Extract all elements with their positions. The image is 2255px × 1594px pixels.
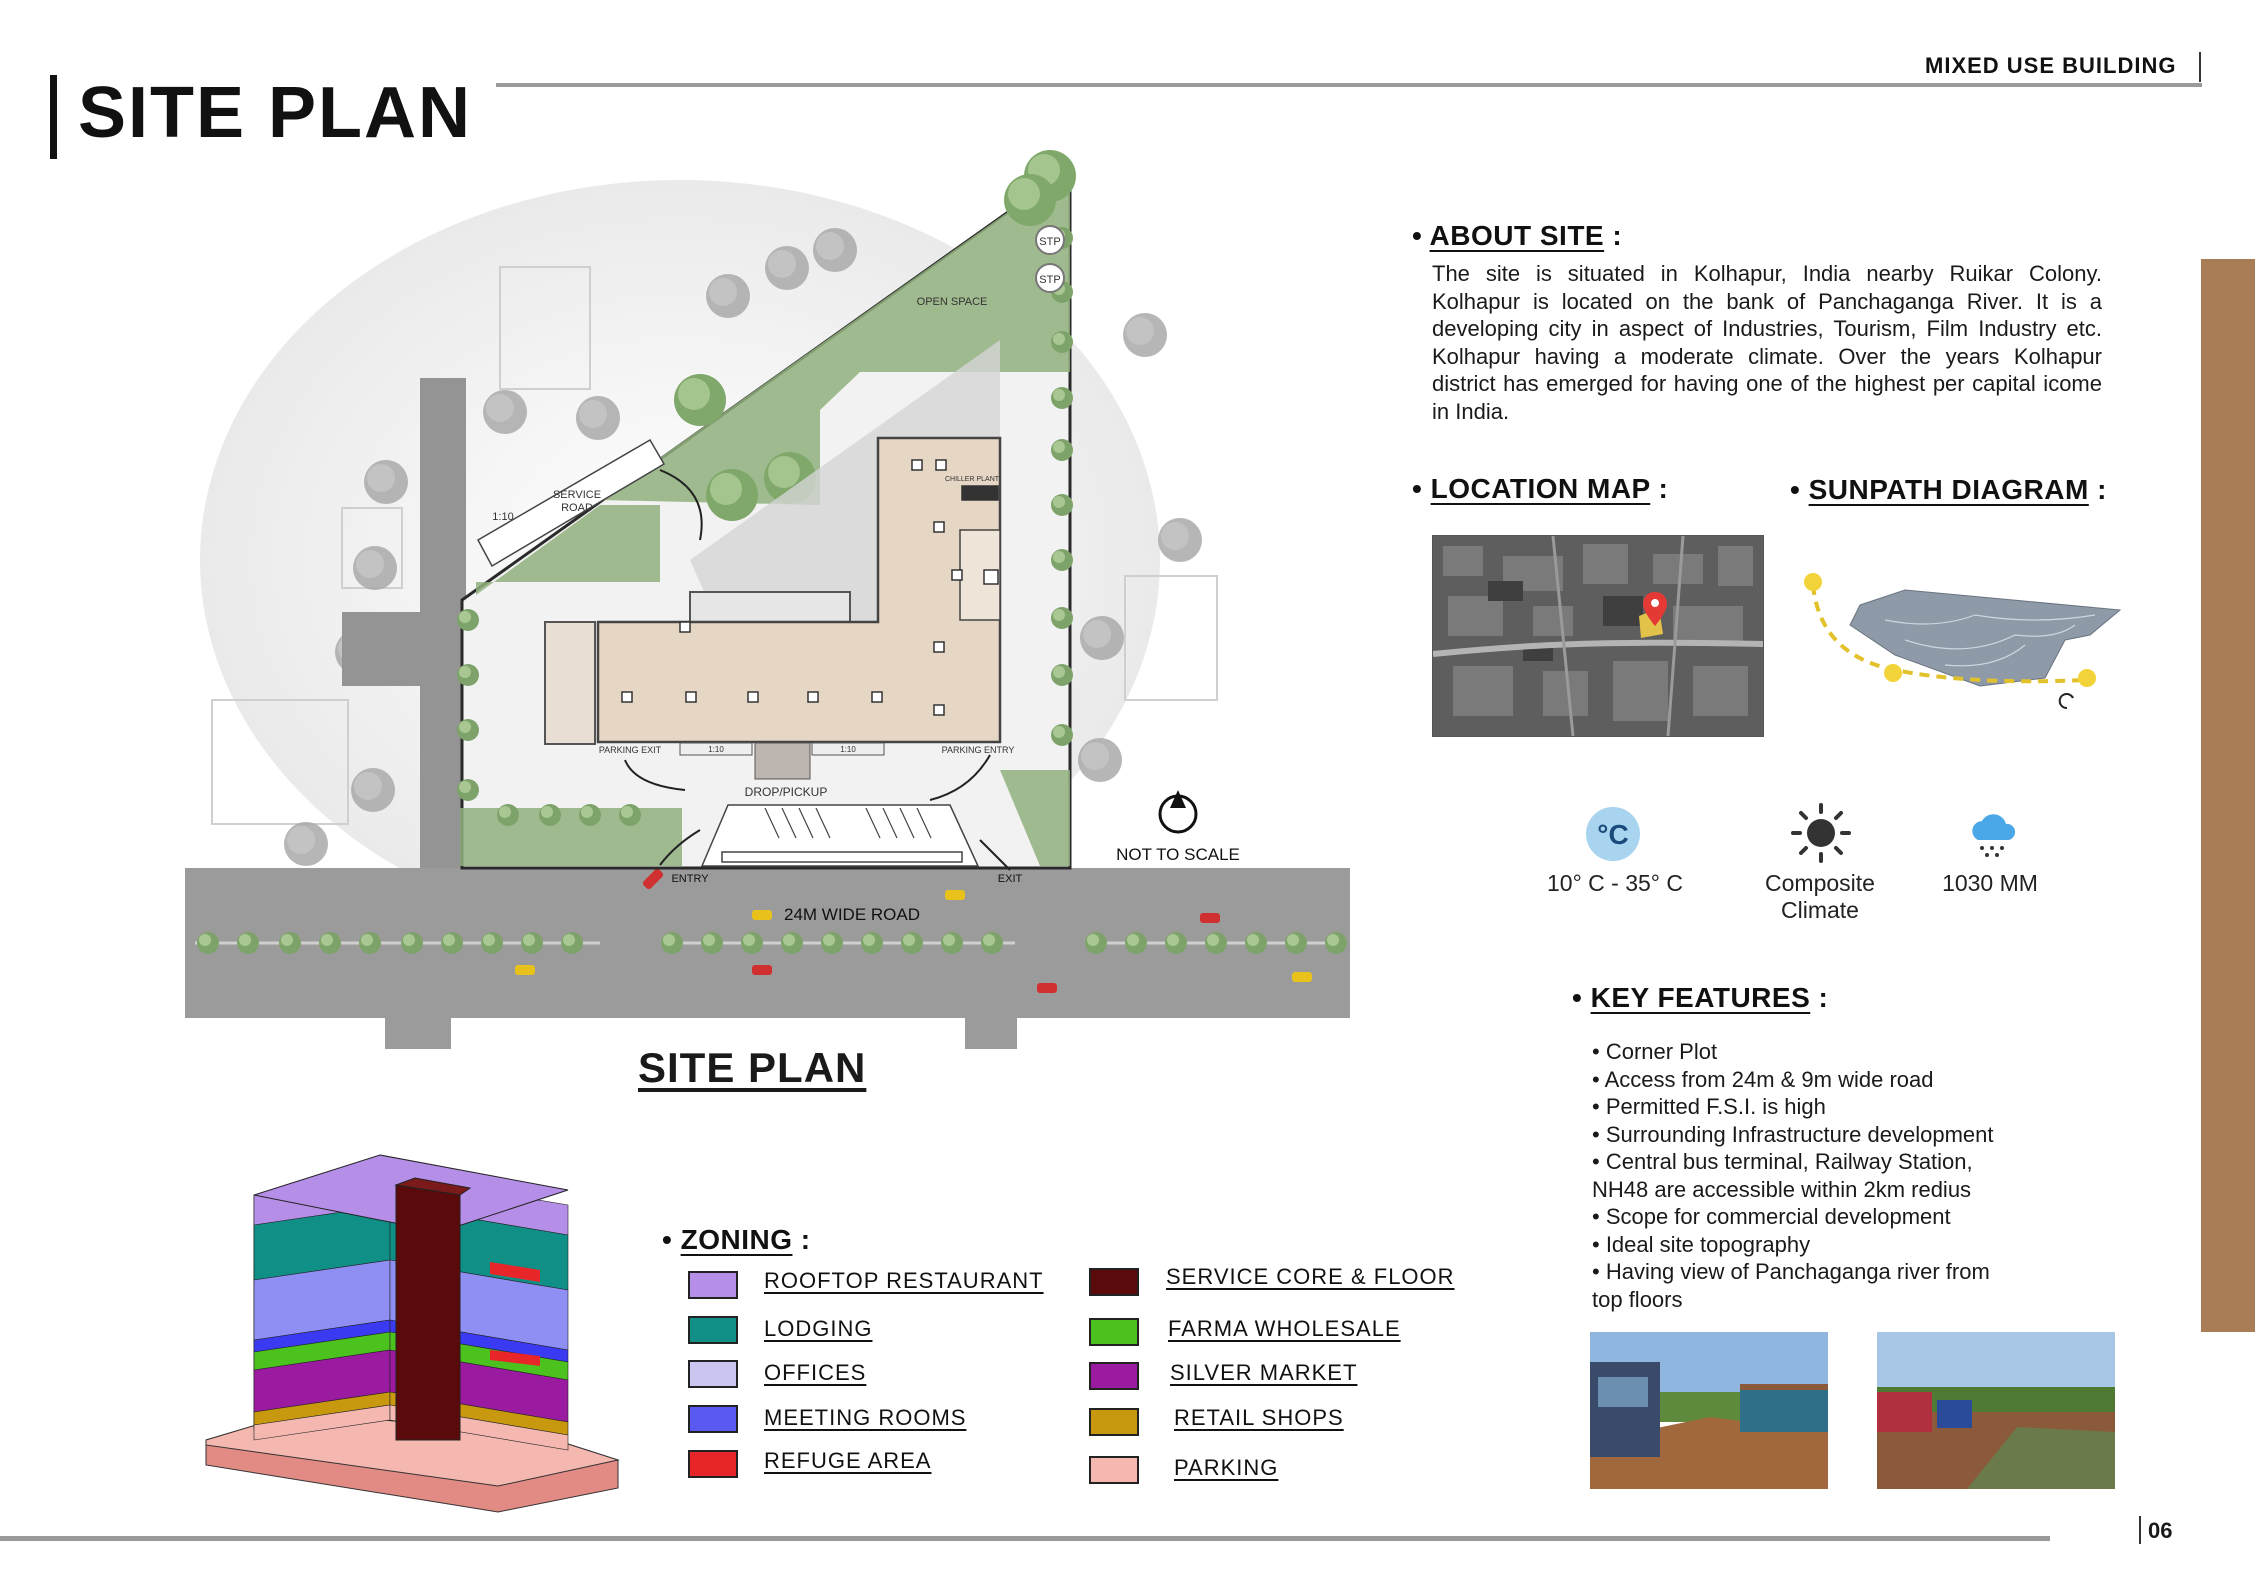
climate-type (1740, 870, 1900, 924)
service-road-label: SERVICE (552, 489, 602, 501)
zone-label: RETAIL SHOPS (1174, 1405, 1344, 1430)
zone-swatch-service-core (1089, 1268, 1139, 1296)
svg-text:°C: °C (1597, 819, 1629, 850)
title-accent-bar (50, 75, 57, 159)
zone-label: OFFICES (764, 1360, 867, 1385)
page-title: SITE PLAN (78, 73, 473, 153)
zone-swatch-rooftop-restaurant (688, 1271, 738, 1299)
climate-type-line: Climate (1781, 897, 1859, 923)
climate-type-line: Composite (1765, 870, 1875, 896)
zoning-heading: • ZONING : (662, 1224, 811, 1255)
chiller-label: CHILLER PLANT (944, 476, 1000, 483)
rain-cloud-icon (1966, 808, 2020, 862)
parking-exit-label: PARKING EXIT (598, 745, 662, 755)
zone-swatch-meeting-rooms (688, 1405, 738, 1433)
zone-label: SILVER MARKET (1170, 1360, 1358, 1385)
zone-swatch-farma-wholesale (1089, 1318, 1139, 1346)
location-map-heading: • LOCATION MAP : (1412, 473, 1669, 504)
zone-label: SERVICE CORE & FLOOR (1166, 1264, 1455, 1289)
zone-swatch-silver-market (1089, 1362, 1139, 1390)
key-features-heading: • KEY FEATURES : (1572, 982, 1829, 1013)
feature-item: NH48 are accessible within 2km redius (1592, 1176, 1972, 1202)
page-number: 06 (2148, 1518, 2173, 1543)
zoning-diagram (200, 1150, 630, 1520)
feature-item: • Scope for commercial development (1592, 1204, 1951, 1229)
exit-label: EXIT (997, 873, 1023, 885)
zone-swatch-retail-shops (1089, 1408, 1139, 1436)
thermometer-celsius-icon (1585, 806, 1641, 862)
feature-item: • Surrounding Infrastructure development (1592, 1121, 1994, 1147)
service-road-label: ROAD (561, 502, 593, 514)
feature-item: top floors (1592, 1286, 1683, 1312)
stp-label: STP (1039, 274, 1061, 286)
zone-label: REFUGE AREA (764, 1448, 932, 1473)
parking-entry-label: PARKING ENTRY (941, 745, 1015, 755)
drop-pickup-label: DROP/PICKUP (744, 785, 828, 799)
page-number-divider (2139, 1516, 2141, 1544)
about-site-text: The site is situated in Kolhapur, India nearby Ruikar Colony. Kolhapur is located on the bank of Panchaganga River. It is a developing city in aspect of Industries, Tourism, Film Industry etc. Kolhapur having a moderate climate. Over the years Kolhapur district has emerged for having one of the highest per capital icome in India. (1432, 261, 2102, 424)
zone-label: ROOFTOP RESTAURANT (764, 1268, 1044, 1293)
document-label: MIXED USE BUILDING (1925, 53, 2177, 78)
feature-item: • Permitted F.S.I. is high (1592, 1094, 1826, 1119)
sunpath-heading: • SUNPATH DIAGRAM : (1790, 474, 2107, 505)
side-tab (2201, 259, 2255, 1332)
rainfall-value: 1030 MM (1942, 870, 2038, 896)
zone-label: PARKING (1174, 1455, 1279, 1480)
site-plan-drawing (180, 140, 1360, 1060)
stp-label: STP (1039, 236, 1061, 248)
sun-icon (1790, 802, 1852, 864)
feature-item: • Central bus terminal, Railway Station, (1592, 1149, 1973, 1174)
feature-item: • Having view of Panchaganga river from (1592, 1259, 1990, 1284)
temperature-range: 10° C - 35° C (1546, 870, 1683, 896)
scale-note: NOT TO SCALE (1116, 845, 1240, 864)
zone-swatch-parking (1089, 1456, 1139, 1484)
feature-item: • Access from 24m & 9m wide road (1592, 1066, 1934, 1092)
key-features-list (1592, 1038, 2132, 1313)
site-photo (1590, 1332, 1828, 1489)
bottom-rule (0, 1536, 2050, 1541)
ramp-label: 1:10 (840, 745, 856, 754)
site-photo (1877, 1332, 2115, 1489)
zone-label: MEETING ROOMS (764, 1405, 967, 1430)
zone-swatch-refuge-area (688, 1450, 738, 1478)
ramp-label: 1:10 (708, 745, 724, 754)
zone-label: LODGING (764, 1316, 873, 1341)
feature-item: • Ideal site topography (1592, 1231, 1811, 1257)
open-space-label: OPEN SPACE (916, 296, 988, 308)
location-map (1432, 535, 1764, 737)
road-label: 24M WIDE ROAD (783, 905, 921, 924)
zone-swatch-lodging (688, 1316, 738, 1344)
sunpath-diagram (1795, 560, 2125, 735)
site-plan-caption: SITE PLAN (638, 1044, 867, 1091)
top-rule (496, 83, 2202, 87)
document-label-divider (2199, 52, 2201, 82)
zone-swatch-offices (688, 1360, 738, 1388)
zone-label: FARMA WHOLESALE (1168, 1316, 1401, 1341)
feature-item: • Corner Plot (1592, 1039, 1718, 1064)
ramp-label: 1:10 (492, 511, 514, 523)
entry-label: ENTRY (671, 873, 709, 885)
about-site-heading: • ABOUT SITE : (1412, 220, 1623, 251)
